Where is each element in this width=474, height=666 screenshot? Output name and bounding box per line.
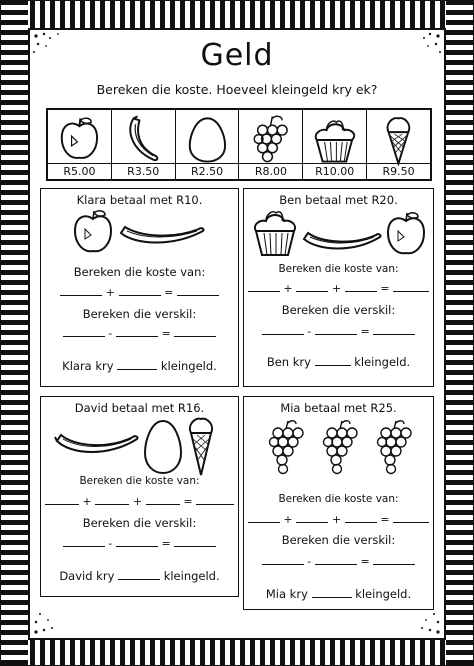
price-cell-apple <box>48 110 112 179</box>
answer-blank[interactable] <box>177 285 219 296</box>
difference-label: Bereken die verskil: <box>82 307 197 321</box>
answer-blank[interactable] <box>262 324 304 335</box>
difference-label: Bereken die verskil: <box>82 516 197 530</box>
answer-suffix: kleingeld. <box>163 569 220 583</box>
minus-sign: - <box>307 325 312 338</box>
cost-equation <box>244 281 433 295</box>
mia-items <box>260 419 420 477</box>
plus-sign: + <box>331 513 342 526</box>
panel-mia <box>243 396 434 610</box>
answer-blank[interactable] <box>117 359 157 370</box>
plus-sign: + <box>283 513 293 526</box>
price-cell-ice-cream <box>367 110 430 179</box>
difference-equation <box>41 326 238 340</box>
apple-icon <box>48 112 111 166</box>
grapes-icon <box>270 421 304 474</box>
price-label: R5.00 <box>48 163 111 178</box>
banana-icon <box>121 227 204 243</box>
david-items <box>53 415 213 477</box>
answer-blank[interactable] <box>315 324 357 335</box>
price-label: R2.50 <box>176 163 239 178</box>
price-label: R8.00 <box>239 163 302 178</box>
apple-icon <box>388 213 424 253</box>
panel-heading: Ben betaal met R20. <box>279 193 398 207</box>
change-answer-line <box>41 359 238 373</box>
equals-sign: = <box>360 325 370 338</box>
banana-icon <box>304 233 381 249</box>
cost-label: Bereken die koste van: <box>278 493 399 505</box>
answer-blank[interactable] <box>118 569 160 580</box>
change-answer-line <box>41 569 238 583</box>
equals-sign: = <box>164 286 174 299</box>
answer-blank[interactable] <box>196 494 234 505</box>
equals-sign: = <box>380 513 390 526</box>
answer-suffix: kleingeld. <box>354 355 411 369</box>
cost-label: Bereken die koste van: <box>278 263 399 275</box>
panel-heading: David betaal met R16. <box>74 401 205 415</box>
answer-blank[interactable] <box>315 554 357 565</box>
answer-blank[interactable] <box>345 512 377 523</box>
price-cell-egg <box>176 110 240 179</box>
cost-equation <box>244 512 433 526</box>
cost-equation <box>41 494 238 508</box>
plus-sign: + <box>132 495 143 508</box>
answer-blank[interactable] <box>373 324 415 335</box>
klara-items <box>69 207 209 257</box>
answer-suffix: kleingeld. <box>160 359 217 373</box>
answer-suffix: kleingeld. <box>355 587 412 601</box>
minus-sign: - <box>108 537 113 550</box>
answer-blank[interactable] <box>60 285 102 296</box>
answer-blank[interactable] <box>63 536 105 547</box>
panel-klara <box>40 188 239 387</box>
answer-blank[interactable] <box>174 326 216 337</box>
grapes-icon <box>378 421 412 474</box>
grapes-icon <box>239 112 302 166</box>
price-cell-grapes <box>239 110 303 179</box>
minus-sign: - <box>307 555 312 568</box>
price-cell-banana <box>112 110 176 179</box>
grapes-icon <box>324 421 358 474</box>
answer-blank[interactable] <box>296 281 328 292</box>
difference-equation <box>244 554 433 568</box>
answer-prefix: Klara kry <box>62 359 114 373</box>
answer-blank[interactable] <box>146 494 180 505</box>
answer-blank[interactable] <box>116 326 158 337</box>
change-answer-line <box>244 355 433 369</box>
minus-sign: - <box>108 327 113 340</box>
panel-ben <box>243 188 434 387</box>
cupcake-icon <box>255 212 295 255</box>
page-title: Geld <box>200 38 274 73</box>
answer-prefix: David kry <box>59 569 115 583</box>
cupcake-icon <box>303 112 366 166</box>
answer-blank[interactable] <box>296 512 328 523</box>
panel-heading: Klara betaal met R10. <box>76 193 203 207</box>
panel-david <box>40 396 239 597</box>
change-answer-line <box>244 587 433 601</box>
price-cell-cupcake <box>303 110 367 179</box>
apple-icon <box>75 211 111 251</box>
answer-blank[interactable] <box>119 285 161 296</box>
difference-label: Bereken die verskil: <box>281 303 396 317</box>
page-subtitle: Bereken die koste. Hoeveel kleingeld kry ek? <box>96 82 378 97</box>
price-label: R10.00 <box>303 163 366 178</box>
answer-blank[interactable] <box>373 554 415 565</box>
price-label: R3.50 <box>112 163 175 178</box>
answer-blank[interactable] <box>248 512 280 523</box>
equals-sign: = <box>161 327 171 340</box>
plus-sign: + <box>283 282 293 295</box>
difference-equation <box>41 536 238 550</box>
egg-icon <box>145 421 181 473</box>
plus-sign: + <box>331 282 342 295</box>
cost-label: Bereken die koste van: <box>73 265 206 279</box>
egg-icon <box>176 112 239 166</box>
answer-prefix: Mia kry <box>265 587 308 601</box>
equals-sign: = <box>380 282 390 295</box>
answer-blank[interactable] <box>63 326 105 337</box>
ice-cream-icon <box>367 112 430 166</box>
equals-sign: = <box>183 495 193 508</box>
price-label: R9.50 <box>367 163 430 178</box>
panel-heading: Mia betaal met R25. <box>280 401 397 415</box>
answer-prefix: Ben kry <box>266 355 311 369</box>
answer-blank[interactable] <box>262 554 304 565</box>
ben-items <box>250 205 430 261</box>
answer-blank[interactable] <box>393 512 429 523</box>
answer-blank[interactable] <box>95 494 129 505</box>
banana-icon <box>55 435 138 452</box>
equals-sign: = <box>161 537 171 550</box>
answer-blank[interactable] <box>45 494 79 505</box>
answer-blank[interactable] <box>345 281 377 292</box>
equals-sign: = <box>360 555 370 568</box>
banana-icon <box>112 112 175 166</box>
answer-blank[interactable] <box>174 536 216 547</box>
plus-sign: + <box>82 495 92 508</box>
price-table <box>46 108 432 181</box>
cost-equation <box>41 285 238 299</box>
difference-label: Bereken die verskil: <box>281 533 396 547</box>
ice-cream-icon <box>190 419 212 475</box>
plus-sign: + <box>105 286 115 299</box>
difference-equation <box>244 324 433 338</box>
answer-blank[interactable] <box>248 281 280 292</box>
answer-blank[interactable] <box>116 536 158 547</box>
answer-blank[interactable] <box>393 281 429 292</box>
answer-blank[interactable] <box>312 587 352 598</box>
answer-blank[interactable] <box>315 355 351 366</box>
cost-label: Bereken die koste van: <box>79 475 200 487</box>
